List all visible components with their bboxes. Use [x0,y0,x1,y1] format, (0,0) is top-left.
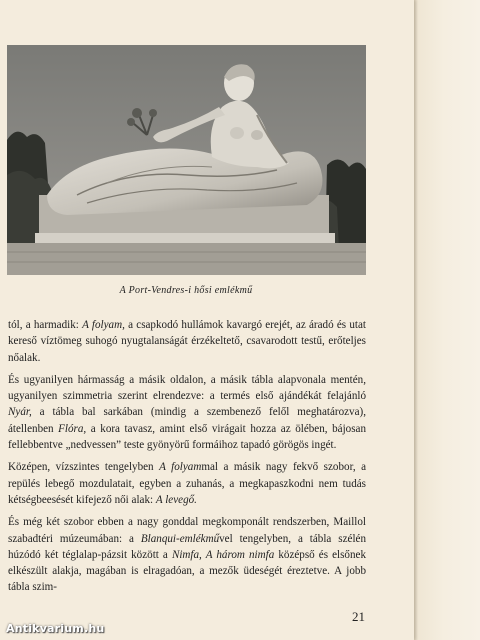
text-run: a tábla bal sarkában (mindig a szembenező felől meghatározva), átellenben [8,406,366,435]
text-run: vel tengelyben, a tábla szélén húzódó két téglalap-pázsit között a [8,532,366,561]
text-run: Középen, vízszintes tengelyben [8,461,160,474]
text-run: a kora tavasz, amint első virágait hozza az ölében, bájosan fellebbentve „nedvessen” teste gyönyörű formáihoz tapadó görögös ingét. [8,422,366,452]
text-run: a csapkodó hullámok kavargó erejét, az áradó és utat kereső víztömeg suhogó nyugtalanságát érzékeltető, csavarodott testű, erőteljes nőalak. [8,319,366,364]
body-text [8,317,366,596]
text-run: És még két szobor ebben a nagy gonddal megkomponált rendszerben, Maillol szabadtéri múzeumában: a [8,516,366,545]
page-number: 21 [352,609,365,624]
photo-caption: A Port-Vendres-i hősi emlékmű [119,285,253,296]
sculpture-photo [7,45,366,275]
paragraph [8,459,366,508]
text-run: tól, a harmadik: [8,319,83,331]
paragraph [8,514,366,595]
italic-title: A levegő. [155,493,197,506]
paragraph [8,317,366,366]
text-run: középső és elsőnek elkészült alakja, magában is elragadóan, a mezők üdeségét éreztetve. A jobb tábla szim- [8,548,366,594]
italic-title: A folyam [159,461,202,474]
sculpture-illustration [7,45,366,275]
italic-title: Flóra, [58,422,87,435]
watermark: Antikvarium.hu [6,622,105,635]
text-run: És ugyanilyen hármasság a másik oldalon, a másik tábla alapvonala mentén, ugyanilyen szimmetria szerint elrendezve: a termés első ajándékát felajánló [8,373,366,403]
italic-title: A folyam, [82,319,125,331]
italic-title: Blanqui-emlékmű [140,532,220,545]
text-run: mal a másik nagy fekvő szobor, a repülés lebegő mozdulatait, egyben a zuhanás, a megkapaszkodni nem tudás kétségbeesését kifejező női alak: [8,461,367,506]
page-edge [414,0,480,640]
italic-title: Nyár, [8,406,32,419]
italic-title: Nimfa, A három nimfa [171,548,275,561]
paragraph [8,372,366,453]
